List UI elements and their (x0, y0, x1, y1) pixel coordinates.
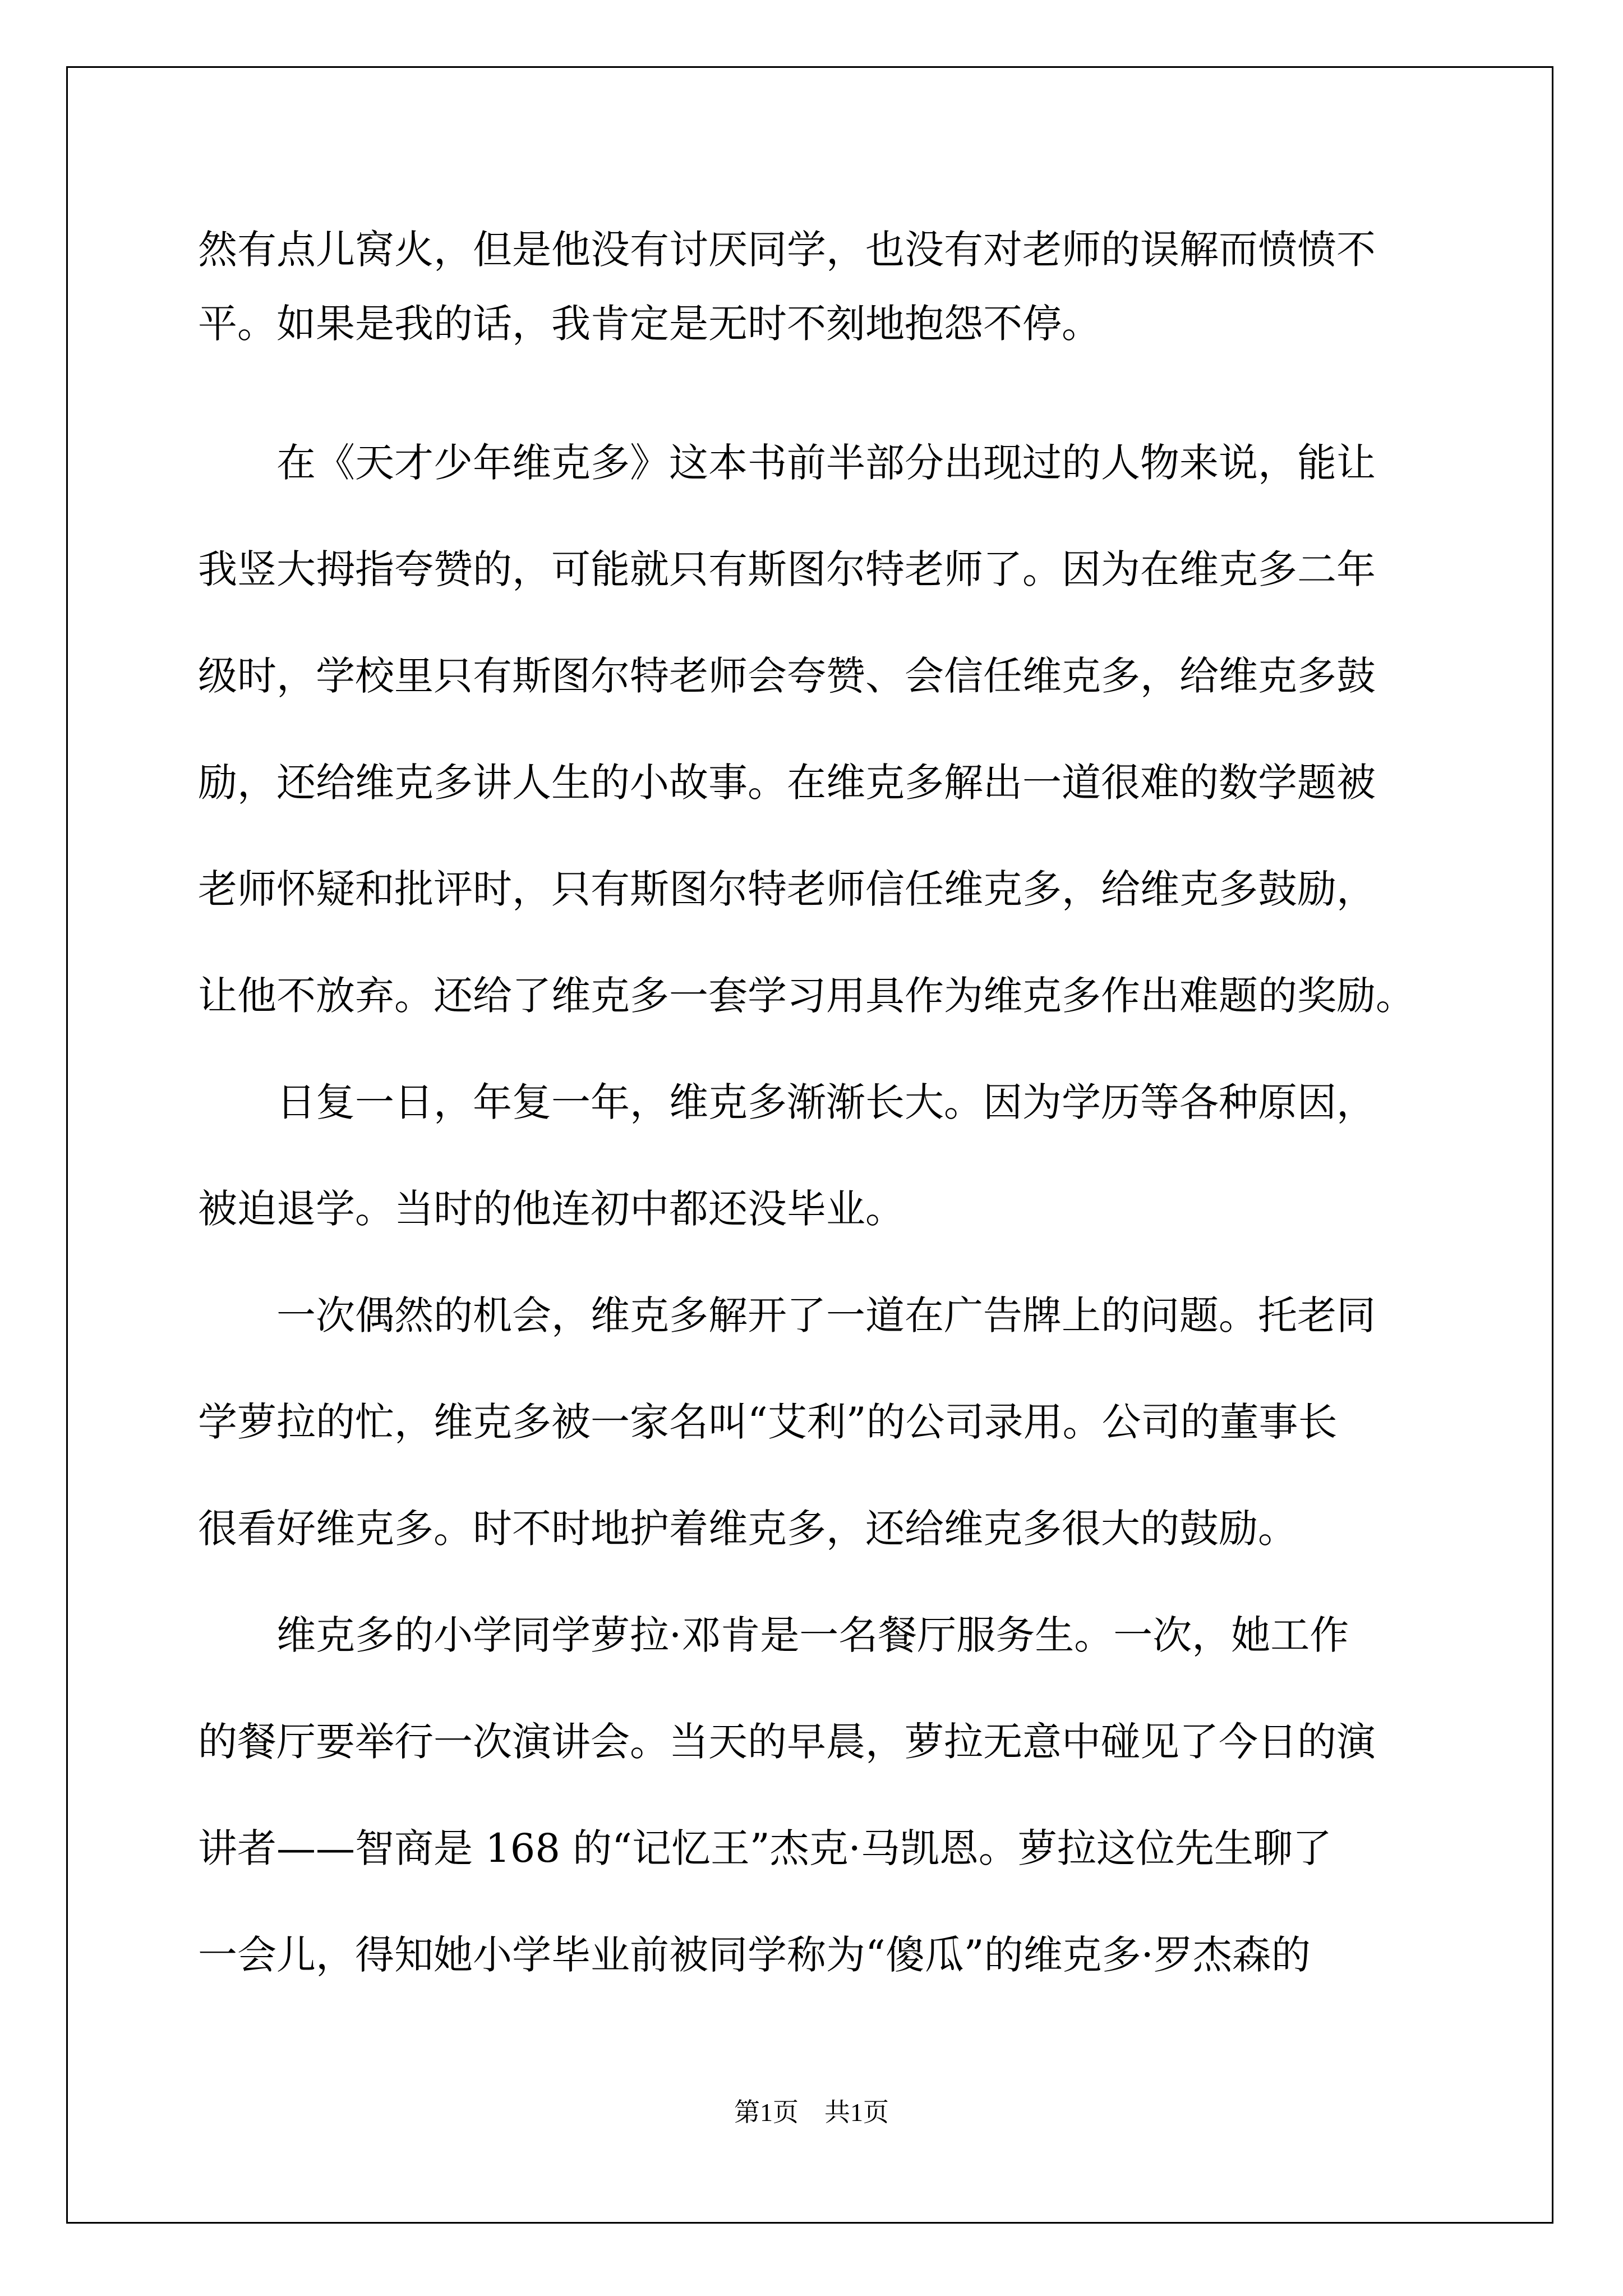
text-line: 让他不放弃。还给了维克多一套学习用具作为维克多作出难题的奖励。 (198, 973, 1415, 1019)
text-line: 然有点儿窝火，但是他没有讨厌同学，也没有对老师的误解而愤愤不 (198, 227, 1376, 273)
text-line: 我竖大拇指夸赞的，可能就只有斯图尔特老师了。因为在维克多二年 (198, 546, 1376, 592)
text-line: 平。如果是我的话，我肯定是无时不刻地抱怨不停。 (198, 301, 1101, 347)
text-line: 老师怀疑和批评时，只有斯图尔特老师信任维克多，给维克多鼓励， (198, 866, 1376, 912)
text-line: 被迫退学。当时的他连初中都还没毕业。 (198, 1186, 905, 1232)
text-line: 的餐厅要举行一次演讲会。当天的早晨，萝拉无意中碰见了今日的演 (198, 1719, 1376, 1765)
page-number-footer: 第1页 共1页 (734, 2098, 889, 2127)
text-line: 励，还给维克多讲人生的小故事。在维克多解出一道很难的数学题被 (198, 760, 1376, 806)
text-line: 一次偶然的机会，维克多解开了一道在广告牌上的问题。托老同 (198, 1292, 1376, 1338)
text-line: 级时，学校里只有斯图尔特老师会夸赞、会信任维克多，给维克多鼓 (198, 653, 1376, 699)
text-line: 讲者——智商是 168 的“记忆王”杰克·马凯恩。萝拉这位先生聊了 (198, 1825, 1332, 1871)
text-line: 学萝拉的忙，维克多被一家名叫“艾利”的公司录用。公司的董事长 (198, 1399, 1338, 1445)
text-line: 很看好维克多。时不时地护着维克多，还给维克多很大的鼓励。 (198, 1506, 1297, 1552)
text-line: 一会儿，得知她小学毕业前被同学称为“傻瓜”的维克多·罗杰森的 (198, 1932, 1311, 1978)
text-line: 维克多的小学同学萝拉·邓肯是一名餐厅服务生。一次，她工作 (198, 1612, 1349, 1658)
text-line: 日复一日，年复一年，维克多渐渐长大。因为学历等各种原因， (198, 1079, 1376, 1125)
text-line: 在《天才少年维克多》这本书前半部分出现过的人物来说，能让 (198, 440, 1376, 486)
page-border (66, 66, 1553, 2224)
